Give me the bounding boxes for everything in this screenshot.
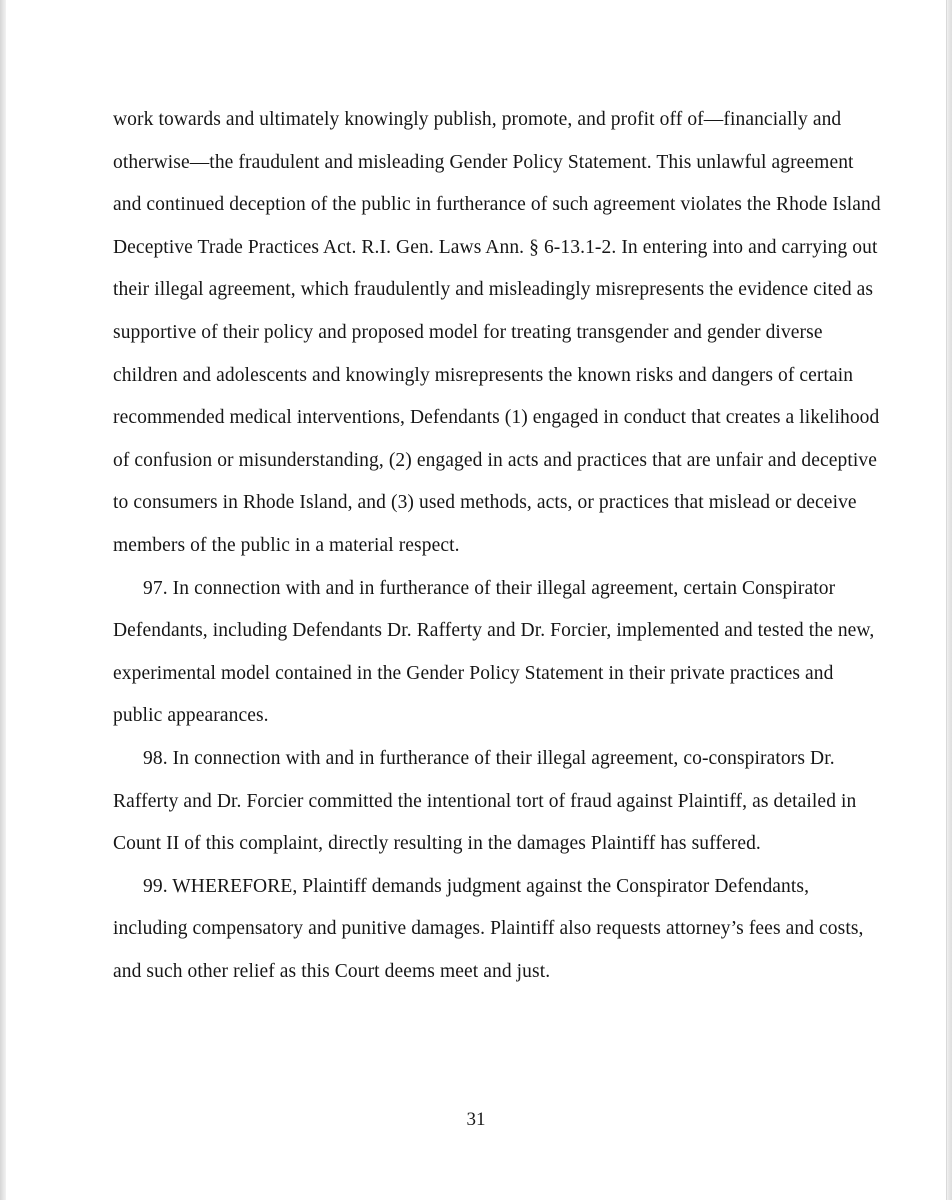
text-line: of confusion or misunderstanding, (2) engaged in acts and practices that are unfair and deceptive <box>113 449 877 471</box>
text-line: Deceptive Trade Practices Act. R.I. Gen. Laws Ann. § 6-13.1-2. In entering into and carrying out <box>113 236 878 258</box>
text-line: and continued deception of the public in furtherance of such agreement violates the Rhode Island <box>113 194 881 216</box>
text-line: otherwise—the fraudulent and misleading Gender Policy Statement. This unlawful agreement <box>113 151 854 173</box>
paragraph-99 <box>113 866 864 994</box>
paragraph-97 <box>113 568 875 738</box>
text-line: supportive of their policy and proposed model for treating transgender and gender diverse <box>113 321 823 343</box>
document-body <box>113 99 881 993</box>
text-line: Count II of this complaint, directly resulting in the damages Plaintiff has suffered. <box>113 833 761 855</box>
page-number: 31 <box>466 1109 486 1130</box>
text-line: 99. WHEREFORE, Plaintiff demands judgment against the Conspirator Defendants, <box>143 875 810 897</box>
text-line: their illegal agreement, which fraudulently and misleadingly misrepresents the evidence cited as <box>113 279 874 301</box>
text-line: members of the public in a material respect. <box>113 534 460 556</box>
text-line: children and adolescents and knowingly misrepresents the known risks and dangers of certain <box>113 364 854 386</box>
text-line: to consumers in Rhode Island, and (3) used methods, acts, or practices that mislead or deceive <box>113 492 857 514</box>
text-line: public appearances. <box>113 705 269 727</box>
text-line: recommended medical interventions, Defendants (1) engaged in conduct that creates a likelihood <box>113 407 880 429</box>
text-line: Rafferty and Dr. Forcier committed the intentional tort of fraud against Plaintiff, as detailed in <box>113 790 857 812</box>
page-right-edge-strip <box>946 0 952 1200</box>
text-line: Defendants, including Defendants Dr. Rafferty and Dr. Forcier, implemented and tested the new, <box>113 620 875 642</box>
paragraph-96-continuation <box>113 99 881 568</box>
text-line: work towards and ultimately knowingly publish, promote, and profit off of—financially and <box>113 109 842 130</box>
text-line: including compensatory and punitive damages. Plaintiff also requests attorney’s fees and costs, <box>113 918 864 940</box>
paragraph-98 <box>113 738 858 866</box>
text-line: 97. In connection with and in furtherance of their illegal agreement, certain Conspirator <box>143 577 836 599</box>
text-line: and such other relief as this Court deems meet and just. <box>113 960 551 982</box>
page-left-edge-strip <box>0 0 6 1200</box>
text-line: experimental model contained in the Gender Policy Statement in their private practices and <box>113 662 834 684</box>
text-line: 98. In connection with and in furtherance of their illegal agreement, co-conspirators Dr. <box>143 747 835 769</box>
